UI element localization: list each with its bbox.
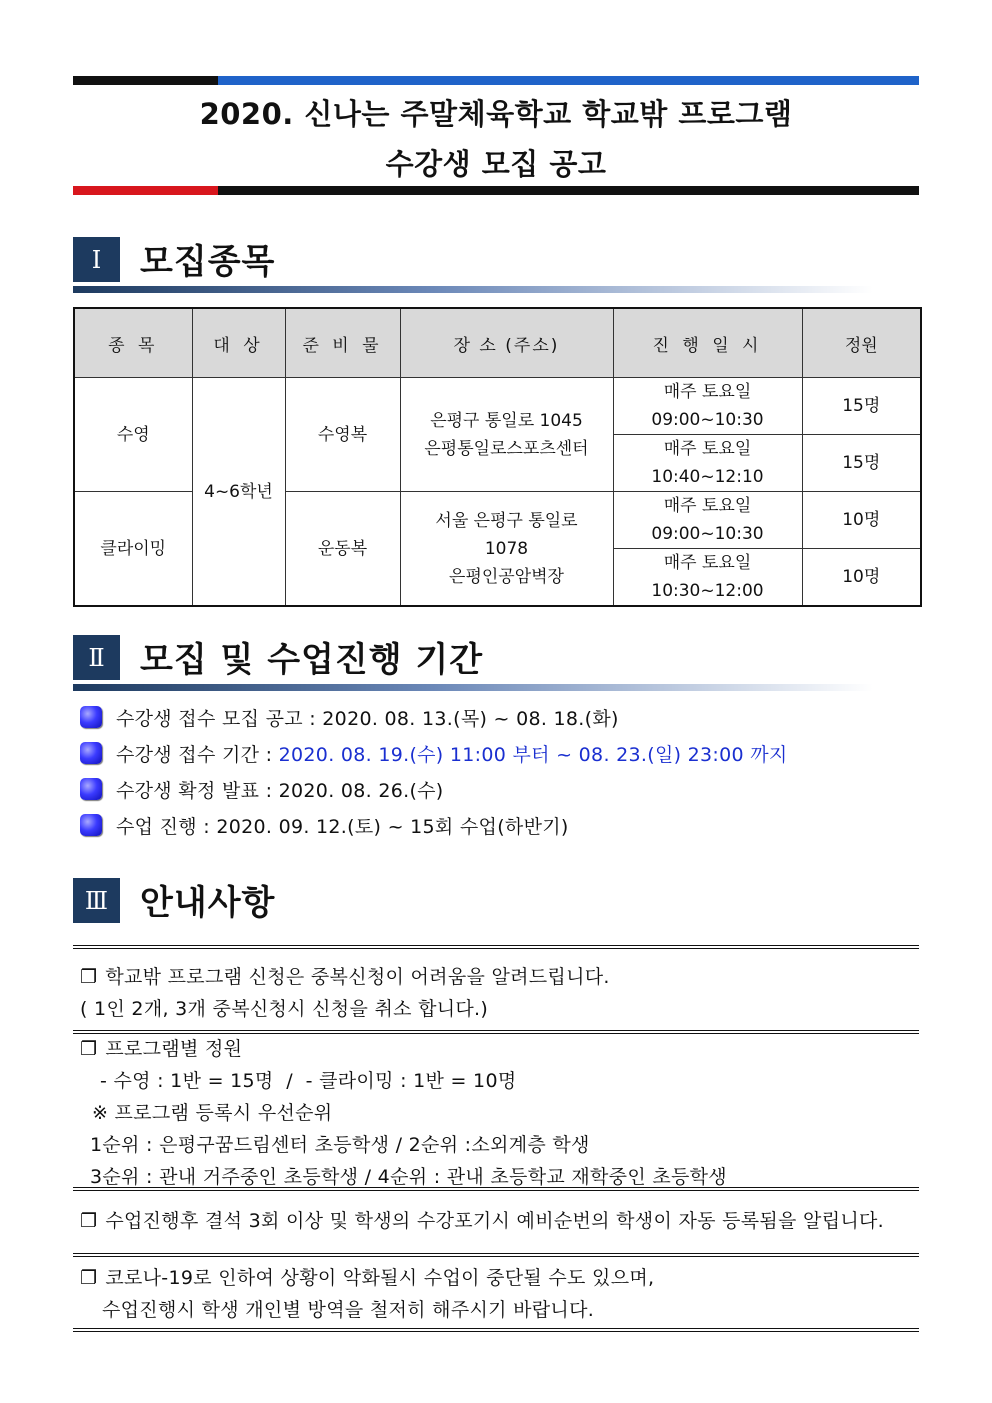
section1-underline xyxy=(73,286,873,293)
notice-2-line: ※ 프로그램 등록시 우선순위 xyxy=(92,1102,333,1124)
notice-divider xyxy=(73,1253,919,1257)
schedule-item xyxy=(80,739,788,767)
header-place: 장 소 (주소) xyxy=(400,308,613,378)
notice-divider xyxy=(73,1328,919,1332)
schedule-cell xyxy=(613,435,802,492)
capacity-cell: 10명 xyxy=(802,549,921,607)
checkbox-square-icon: ❐ xyxy=(80,1038,98,1060)
square-bullet-icon xyxy=(80,706,102,728)
schedule-label: 수강생 접수 기간 : xyxy=(116,743,279,766)
section3-number: Ⅲ xyxy=(73,878,120,923)
checkbox-square-icon: ❐ xyxy=(80,966,98,988)
header-supplies: 준 비 물 xyxy=(285,308,400,378)
schedule-time: 10:40~12:10 xyxy=(651,467,764,487)
header-schedule: 진 행 일 시 xyxy=(613,308,802,378)
notice-text: 학교밖 프로그램 신청은 중복신청이 어려움을 알려드립니다. xyxy=(105,966,610,988)
capacity-cell: 15명 xyxy=(802,435,921,492)
square-bullet-icon xyxy=(80,778,102,800)
notice-text: 수업진행후 결석 3회 이상 및 학생의 수강포기시 예비순번의 학생이 자동 등록됨을 알립니다. xyxy=(105,1210,885,1232)
recruit-table xyxy=(73,307,922,607)
section2-underline xyxy=(73,684,873,691)
section2-title: 모집 및 수업진행 기간 xyxy=(140,640,484,680)
schedule-time: 09:00~10:30 xyxy=(651,410,764,430)
notice-2-line: 3순위 : 관내 거주중인 초등학생 / 4순위 : 관내 초등학교 재학중인 초등학생 xyxy=(90,1166,727,1188)
schedule-cell xyxy=(613,378,802,435)
page-title-line1: 2020. 신나는 주말체육학교 학교밖 프로그램 xyxy=(199,97,793,131)
section1-number: Ⅰ xyxy=(73,237,120,282)
schedule-time: 09:00~10:30 xyxy=(651,524,764,544)
place-cell xyxy=(400,378,613,492)
place-line: 은평인공암벽장 xyxy=(449,566,564,587)
schedule-cell xyxy=(613,492,802,549)
sport-cell: 수영 xyxy=(74,378,192,492)
checkbox-square-icon: ❐ xyxy=(80,1267,98,1289)
schedule-cell xyxy=(613,549,802,607)
square-bullet-icon xyxy=(80,742,102,764)
header-sport: 종 목 xyxy=(74,308,192,378)
notice-4-sub: 수업진행시 학생 개인별 방역을 철저히 해주시기 바랍니다. xyxy=(102,1299,595,1321)
notice-2 xyxy=(80,1033,242,1065)
square-bullet-icon xyxy=(80,814,102,836)
notice-1-sub: ( 1인 2개, 3개 중복신청시 신청을 취소 합니다.) xyxy=(80,998,489,1020)
schedule-item xyxy=(80,703,619,731)
notice-2-line: 1순위 : 은평구꿈드림센터 초등학생 / 2순위 :소외계층 학생 xyxy=(90,1134,590,1156)
target-cell: 4~6학년 xyxy=(192,378,285,607)
schedule-label: 수강생 확정 발표 : xyxy=(116,779,279,802)
page-title-line2: 수강생 모집 공고 xyxy=(385,147,607,181)
capacity-cell: 10명 xyxy=(802,492,921,549)
header-target: 대 상 xyxy=(192,308,285,378)
supplies-cell: 수영복 xyxy=(285,378,400,492)
section1-title: 모집종목 xyxy=(140,242,276,282)
notice-3 xyxy=(80,1205,884,1237)
notice-1 xyxy=(80,961,610,993)
notice-text: 코로나-19로 인하여 상황이 악화될시 수업이 중단될 수도 있으며, xyxy=(105,1267,655,1289)
header-capacity: 정원 xyxy=(802,308,921,378)
title-bottom-bar xyxy=(73,186,919,195)
place-line: 1078 xyxy=(484,538,529,559)
section2-number: Ⅱ xyxy=(73,635,120,680)
place-line: 은평구 통일로 1045 xyxy=(430,410,583,431)
schedule-value: 2020. 08. 19.(수) 11:00 부터 ~ 08. 23.(일) 23:00 까지 xyxy=(278,743,788,766)
place-line: 은평통일로스포츠센터 xyxy=(424,438,589,459)
table-header-row xyxy=(74,308,921,378)
schedule-item xyxy=(80,811,569,839)
place-cell xyxy=(400,492,613,607)
notice-text: 프로그램별 정원 xyxy=(105,1038,243,1060)
schedule-day: 매주 토요일 xyxy=(663,439,752,459)
schedule-item xyxy=(80,775,444,803)
schedule-day: 매주 토요일 xyxy=(663,553,752,573)
place-line: 서울 은평구 통일로 xyxy=(435,510,578,531)
checkbox-square-icon: ❐ xyxy=(80,1210,98,1232)
table-row xyxy=(74,378,921,435)
supplies-cell: 운동복 xyxy=(285,492,400,607)
schedule-value: 2020. 09. 12.(토) ~ 15회 수업(하반기) xyxy=(216,815,569,838)
capacity-cell: 15명 xyxy=(802,378,921,435)
section3-title: 안내사항 xyxy=(140,883,276,923)
schedule-value: 2020. 08. 26.(수) xyxy=(278,779,444,802)
notice-divider xyxy=(73,945,919,949)
notice-4 xyxy=(80,1262,654,1294)
notice-divider xyxy=(73,1187,919,1191)
notice-2-line: - 수영 : 1반 = 15명 / - 클라이밍 : 1반 = 10명 xyxy=(100,1070,517,1092)
title-top-bar xyxy=(73,76,919,85)
schedule-day: 매주 토요일 xyxy=(663,496,752,516)
schedule-label: 수업 진행 : xyxy=(116,815,217,838)
sport-cell: 클라이밍 xyxy=(74,492,192,607)
schedule-value: 2020. 08. 13.(목) ~ 08. 18.(화) xyxy=(322,707,619,730)
schedule-day: 매주 토요일 xyxy=(663,382,752,402)
schedule-label: 수강생 접수 모집 공고 : xyxy=(116,707,323,730)
schedule-time: 10:30~12:00 xyxy=(651,581,764,601)
